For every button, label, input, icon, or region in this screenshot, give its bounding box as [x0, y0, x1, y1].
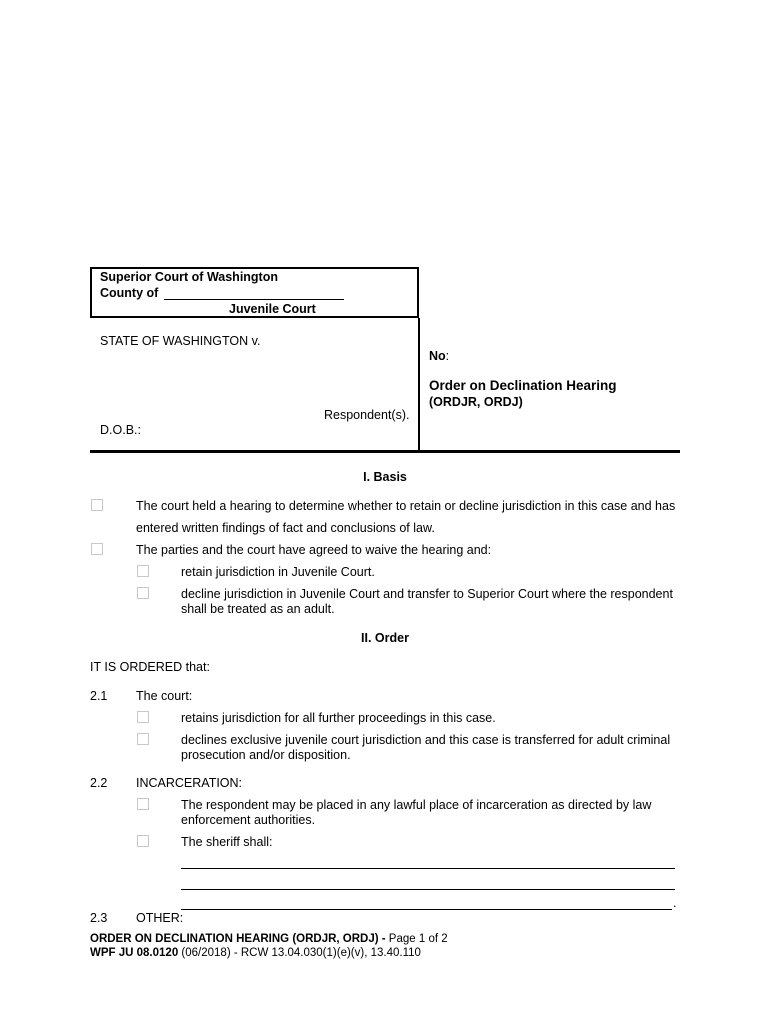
footer-title-bold: ORDER ON DECLINATION HEARING (ORDJR, ORDJ) - [90, 933, 386, 945]
declines-jurisdiction-checkbox[interactable] [137, 733, 149, 745]
retains-jurisdiction-checkbox[interactable] [137, 711, 149, 723]
caption-divider [418, 318, 420, 452]
order-intro: IT IS ORDERED that: [90, 660, 210, 674]
footer-title [90, 933, 448, 945]
section-2-1-label: The court: [136, 689, 193, 703]
basis-hearing-text-2: entered written findings of fact and conclusions of law. [136, 521, 435, 535]
section-2-3-number: 2.3 [90, 911, 108, 925]
decline-jurisdiction-text-1: decline jurisdiction in Juvenile Court and transfer to Superior Court where the respondent [181, 587, 673, 601]
footer-form [90, 947, 421, 959]
court-name: Superior Court of Washington [100, 270, 278, 284]
section-2-2-label: INCARCERATION: [136, 776, 243, 790]
dob-label: D.O.B.: [100, 423, 141, 437]
respondents-label: Respondent(s). [324, 408, 410, 422]
section-2-3-label: OTHER: [136, 911, 184, 925]
order-heading: II. Order [361, 631, 409, 645]
retain-jurisdiction-checkbox[interactable] [137, 565, 149, 577]
basis-heading: I. Basis [363, 470, 407, 484]
state-v-label: STATE OF WASHINGTON v. [100, 334, 261, 348]
lawful-incarceration-text-2: enforcement authorities. [181, 813, 316, 827]
county-line [100, 286, 344, 300]
retain-jurisdiction-text: retain jurisdiction in Juvenile Court. [181, 565, 375, 579]
basis-hearing-text-1: The court held a hearing to determine whether to retain or decline jurisdiction in this case and has [136, 499, 676, 513]
declines-jurisdiction-text-1: declines exclusive juvenile court jurisdiction and this case is transferred for adult criminal [181, 733, 671, 747]
footer-form-citation: (06/2018) - RCW 13.04.030(1)(e)(v), 13.40.110 [178, 947, 421, 959]
sheriff-shall-text: The sheriff shall: [181, 835, 273, 849]
case-number-colon: : [445, 349, 450, 363]
section-2-2-number: 2.2 [90, 776, 108, 790]
decline-jurisdiction-text-2: shall be treated as an adult. [181, 602, 335, 616]
county-label: County of [100, 286, 159, 300]
juvenile-court-label: Juvenile Court [229, 302, 316, 316]
section-2-1-number: 2.1 [90, 689, 108, 703]
sheriff-instructions-line-3[interactable] [181, 909, 672, 910]
declines-jurisdiction-text-2: prosecution and/or disposition. [181, 748, 351, 762]
sheriff-instructions-line-2[interactable] [181, 889, 675, 890]
document-codes: (ORDJR, ORDJ) [429, 395, 523, 409]
document-title: Order on Declination Hearing [429, 378, 617, 393]
basis-waive-text: The parties and the court have agreed to waive the hearing and: [136, 543, 492, 557]
footer-page: Page 1 of 2 [385, 933, 448, 945]
lawful-incarceration-checkbox[interactable] [137, 798, 149, 810]
sheriff-shall-checkbox[interactable] [137, 835, 149, 847]
line-end-period: . [673, 896, 677, 910]
footer-form-number: WPF JU 08.0120 [90, 947, 179, 959]
retains-jurisdiction-text: retains jurisdiction for all further proceedings in this case. [181, 711, 496, 725]
case-number-label: No [429, 349, 446, 363]
basis-hearing-checkbox[interactable] [91, 499, 103, 511]
county-field[interactable] [164, 287, 344, 300]
sheriff-instructions-line-1[interactable] [181, 868, 675, 869]
case-number[interactable] [429, 349, 449, 363]
decline-jurisdiction-checkbox[interactable] [137, 587, 149, 599]
basis-waive-checkbox[interactable] [91, 543, 103, 555]
lawful-incarceration-text-1: The respondent may be placed in any lawful place of incarceration as directed by law [181, 798, 652, 812]
caption-bottom-rule [90, 450, 680, 453]
